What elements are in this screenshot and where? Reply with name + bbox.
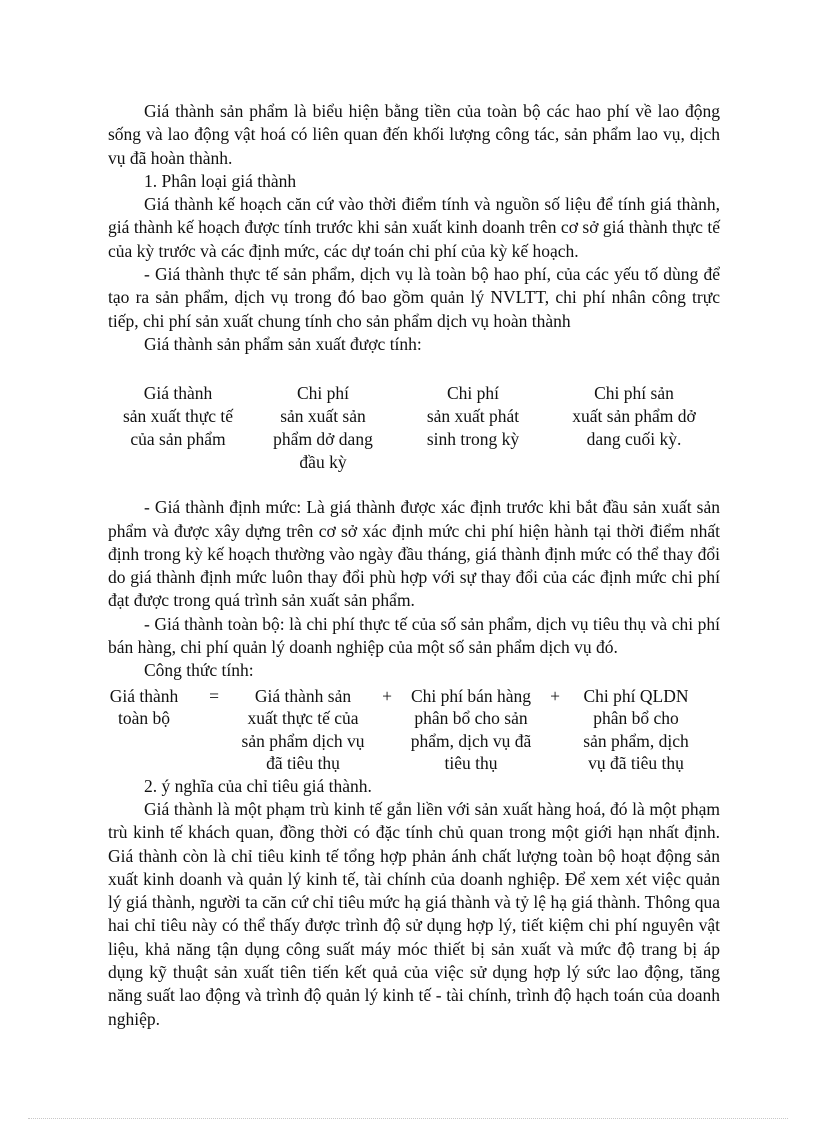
formula-text: Chi phí sản [594, 383, 674, 404]
formula-text: vụ đã tiêu thụ [588, 753, 684, 774]
formula-text: sản phẩm dịch vụ [241, 730, 365, 751]
section-heading: 2. ý nghĩa của chỉ tiêu giá thành. [144, 775, 372, 796]
plus-sign: + [550, 685, 560, 706]
formula-text: sinh trong kỳ [426, 429, 520, 450]
paragraph: Công thức tính: [144, 660, 254, 681]
formula-text: sản xuất thực tế [122, 406, 234, 427]
formula-term [548, 382, 720, 474]
section-heading: 1. Phân loại giá thành [144, 170, 297, 191]
formula-term [402, 685, 540, 775]
formula-total-cost [94, 685, 720, 775]
formula-text: sản xuất sản [280, 406, 366, 427]
formula-text: tiêu thụ [444, 753, 498, 774]
formula-term [108, 382, 248, 474]
paragraph: - Giá thành thực tế sản phẩm, dịch vụ là toàn bộ hao phí, của các yếu tố dùng để tạo ra sản phẩm, dịch vụ trong đó bao gồm quản lý NVLTT, chi phí nhân công trực tiếp, chi phí sản xuất chung tính cho sản phẩm dịch vụ hoàn thành [108, 264, 720, 331]
page-divider [28, 1118, 788, 1119]
paragraph: Giá thành kế hoạch căn cứ vào thời điểm tính và nguồn số liệu để tính giá thành, giá thành kế hoạch được tính trước khi sản xuất kinh doanh trên cơ sở giá thành thực tế của kỳ trước và các định mức, các dự toán chi phí của kỳ kế hoạch. [108, 194, 720, 261]
paragraph: Giá thành là một phạm trù kinh tế gắn liền với sản xuất hàng hoá, đó là một phạm trù kinh tế khách quan, đồng thời có đặc tính chủ quan trong một giới hạn nhất định. Giá thành còn là chỉ tiêu kinh tế tổng hợp phản ánh chất lượng toàn bộ hoạt động sản xuất kinh doanh và quản lý kinh tế, tài chính của doanh nghiệp. Để xem xét việc quản lý giá thành, người ta căn cứ chỉ tiêu mức hạ giá thành và tỷ lệ hạ giá thành. Thông qua hai chỉ tiêu này có thể thấy được trình độ sử dụng hợp lý, tiết kiệm chi phí nguyên vật liệu, khả năng tận dụng công suất máy móc thiết bị sản xuất và mức độ trang bị áp dụng kỹ thuật sản xuất tiên tiến kết quả của việc sử dụng hợp lý sức lao động, tăng năng suất lao động và trình độ quản lý kinh tế - tài chính, trình độ hạch toán của doanh nghiệp. [108, 798, 720, 1029]
formula-text: toàn bộ [117, 708, 170, 729]
formula-text: sản phẩm, dịch [583, 730, 689, 751]
formula-text: Giá thành [143, 383, 213, 404]
formula-text: Chi phí [446, 383, 500, 404]
formula-text: phân bổ cho sản [414, 708, 528, 729]
formula-term [94, 685, 194, 775]
formula-text: phẩm, dịch vụ đã [410, 730, 532, 751]
formula-text: xuất sản phẩm dở [572, 406, 696, 427]
formula-text: xuất thực tế của [247, 708, 359, 729]
formula-text: Chi phí [296, 383, 350, 404]
formula-term [234, 685, 372, 775]
formula-text: đã tiêu thụ [266, 753, 340, 774]
formula-text: Chi phí QLDN [583, 685, 689, 706]
paragraph: - Giá thành toàn bộ: là chi phí thực tế của số sản phẩm, dịch vụ tiêu thụ và chi phí bán hàng, chi phí quản lý doanh nghiệp của một số sản phẩm dịch vụ đó. [108, 613, 720, 658]
formula-text: dang cuối kỳ. [586, 429, 682, 450]
paragraph: Giá thành sản phẩm là biểu hiện bằng tiền của toàn bộ các hao phí về lao động sống và lao động vật hoá có liên quan đến khối lượng công tác, sản phẩm lao vụ, dịch vụ đã hoàn thành. [108, 101, 720, 168]
formula-text: Giá thành [109, 685, 179, 706]
paragraph: - Giá thành định mức: Là giá thành được xác định trước khi bắt đầu sản xuất sản phẩm và được xây dựng trên cơ sở xác định mức chi phí hiện hành tại thời điểm nhất định trong kỳ kế hoạch thường vào ngày đầu tháng, giá thành định mức có thể thay đổi do giá thành định mức luôn thay đổi phù hợp với sự thay đổi của các định mức chi phí đạt được trong quá trình sản xuất sản phẩm. [108, 497, 720, 611]
plus-sign: + [382, 685, 392, 706]
formula-term [248, 382, 398, 474]
formula-text: đầu kỳ [299, 452, 347, 473]
formula-term [398, 382, 548, 474]
equals-sign: = [209, 685, 219, 706]
paragraph: Giá thành sản phẩm sản xuất được tính: [144, 333, 422, 354]
formula-text: phân bổ cho [593, 708, 679, 729]
formula-text: sản xuất phát [426, 406, 520, 427]
formula-text: của sản phẩm [130, 429, 226, 450]
formula-production-cost [108, 382, 720, 474]
formula-text: Giá thành sản [254, 685, 352, 706]
formula-term [570, 685, 702, 775]
formula-text: Chi phí bán hàng [410, 685, 532, 706]
document-page [108, 100, 720, 1031]
formula-text: phẩm dở dang [273, 429, 373, 450]
